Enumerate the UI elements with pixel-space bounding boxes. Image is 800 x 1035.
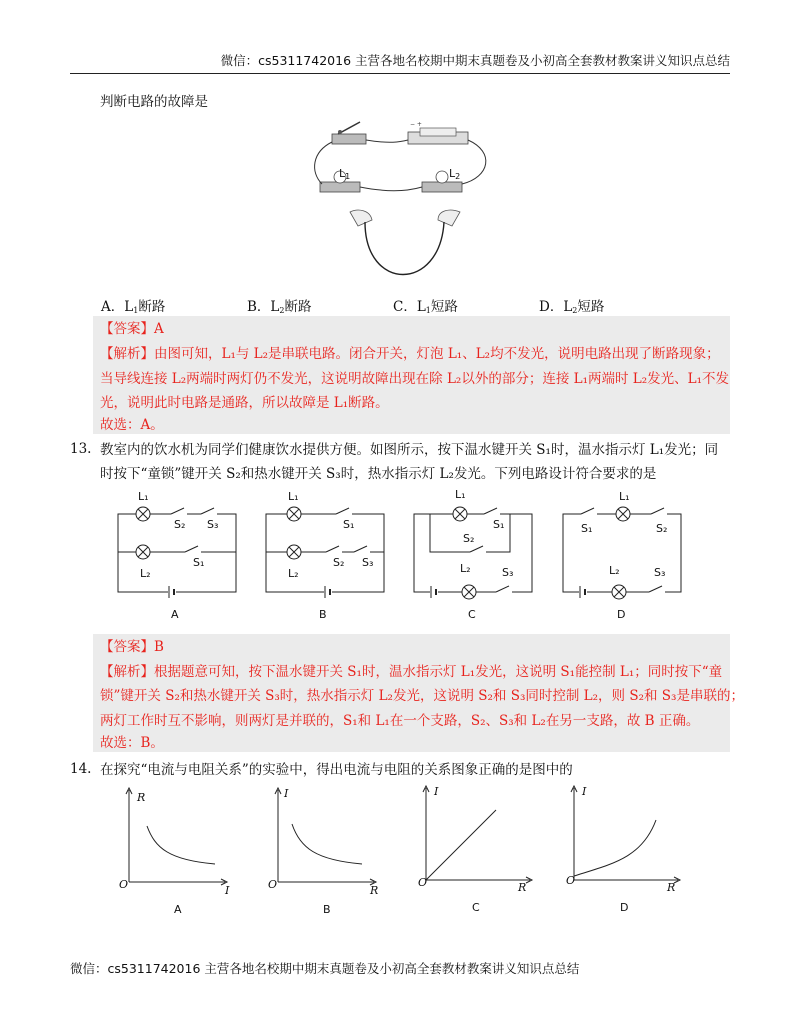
q14-a-yaxis: R [137,791,146,804]
q13-a-s1: S₁ [193,556,205,569]
q13-a-l2: L₂ [140,567,151,580]
q13-c-s1: S₁ [493,518,505,531]
svg-text:− +: − + [410,121,422,128]
q13-c-s3: S₃ [502,566,514,579]
q13-a-s3: S₃ [207,518,219,531]
q13-analysis-line-1: 【解析】根据题意可知，按下温水键开关 S₁时，温水指示灯 L₁发光，这说明 S₁能控制 L₁；同时按下“童 [100,664,723,680]
q13-label-c: C [468,608,476,621]
q12-option-b[interactable]: B．$L_2$断路 [247,299,312,315]
q13-circuit-c [412,492,542,602]
q14-c-xaxis: R [518,881,527,894]
q13-circuit-d [561,492,691,602]
q13-label-b: B [319,608,327,621]
q12-circuit-figure [310,112,500,292]
q12-option-c[interactable]: C．$L_1$短路 [393,299,458,315]
q13-c-s2: S₂ [463,532,475,545]
q13-c-l2: L₂ [460,562,471,575]
q13-answer: 【答案】B [100,639,164,655]
q12-analysis-line-3: 光，说明此时电路是通路，所以故障是 L₁断路。 [100,395,389,411]
q13-circuit-b [264,492,394,602]
q13-b-s1: S₁ [343,518,355,531]
q14-label-b: B [323,903,331,916]
q13-analysis-line-3: 两灯工作时互不影响，则两灯是并联的，S₁和 L₁在一个支路，S₂、S₃和 L₂在另一支路，故 B 正确。 [100,713,700,729]
q13-text-line-1: 教室内的饮水机为同学们健康饮水提供方便。如图所示，按下温水键开关 S₁时，温水指示灯 L₁发光；同 [100,442,719,458]
q12-analysis-line-2: 当导线连接 L₂两端时两灯仍不发光，这说明故障出现在除 L₂以外的部分；连接 L₁两端时 L₂发光、L₁不发 [100,371,730,387]
q14-c-origin: O [418,876,428,889]
header-rule [70,73,730,74]
q13-circuit-a [116,492,246,602]
q13-b-s3: S₃ [362,556,374,569]
q13-d-s1: S₁ [581,522,593,535]
q13-d-s3: S₃ [654,566,666,579]
q13-d-l1: L₁ [619,490,630,503]
page-footer: 微信：cs5311742016 主营各地名校期中期末真题卷及小初高全套教材教案讲义知识点总结 [70,961,580,976]
q14-graph-c [414,786,534,886]
q14-a-origin: O [119,878,129,891]
q14-graph-d [562,786,682,886]
q12-answer: 【答案】A [100,321,164,337]
q12-conclusion: 故选：A。 [100,417,164,433]
q13-label-d: D [617,608,626,621]
q13-b-l2: L₂ [288,567,299,580]
q14-d-origin: O [566,874,576,887]
q13-conclusion: 故选：B。 [100,735,164,751]
q14-a-xaxis: I [225,884,230,897]
q13-c-l1: L₁ [455,488,466,501]
q13-d-l2: L₂ [609,564,620,577]
q12-l1-label: $L_1$ [339,167,351,181]
q12-option-d[interactable]: D．$L_2$短路 [539,299,605,315]
q13-analysis-line-2: 锁”键开关 S₂和热水键开关 S₃时，热水指示灯 L₂发光，这说明 S₂和 S₃同时控制 L₂，则 S₂和 S₃是串联的； [100,688,744,704]
q13-b-s2: S₂ [333,556,345,569]
q13-label-a: A [171,608,179,621]
q14-b-origin: O [268,878,278,891]
page-header: 微信：cs5311742016 主营各地名校期中期末真题卷及小初高全套教材教案讲义知识点总结 [220,53,730,68]
q14-c-yaxis: I [434,785,439,798]
q14-label-a: A [174,903,182,916]
q14-graph-a [117,788,227,888]
q13-a-l1: L₁ [138,490,149,503]
q13-a-s2: S₂ [174,518,186,531]
q13-number: 13. [70,441,92,457]
q12-prompt: 判断电路的故障是 [100,94,208,110]
q14-b-yaxis: I [284,787,289,800]
q13-b-l1: L₁ [288,490,299,503]
q14-b-xaxis: R [370,884,379,897]
q14-d-xaxis: R [667,881,676,894]
q14-label-c: C [472,901,480,914]
q12-analysis-line-1: 【解析】由图可知，L₁与 L₂是串联电路。闭合开关，灯泡 L₁、L₂均不发光，说明电路出现了断路现象； [100,346,720,362]
q14-d-yaxis: I [582,785,587,798]
q14-graph-b [266,788,376,888]
q14-label-d: D [620,901,629,914]
q12-l2-label: $L_2$ [449,167,461,181]
q12-option-a[interactable]: A．$L_1$断路 [101,299,166,315]
q14-text: 在探究“电流与电阻关系”的实验中，得出电流与电阻的关系图象正确的是图中的 [100,762,573,778]
q13-d-s2: S₂ [656,522,668,535]
q13-text-line-2: 时按下“童锁”键开关 S₂和热水键开关 S₃时，热水指示灯 L₂发光。下列电路设计符合要求的是 [100,466,657,482]
q14-number: 14. [70,761,92,777]
